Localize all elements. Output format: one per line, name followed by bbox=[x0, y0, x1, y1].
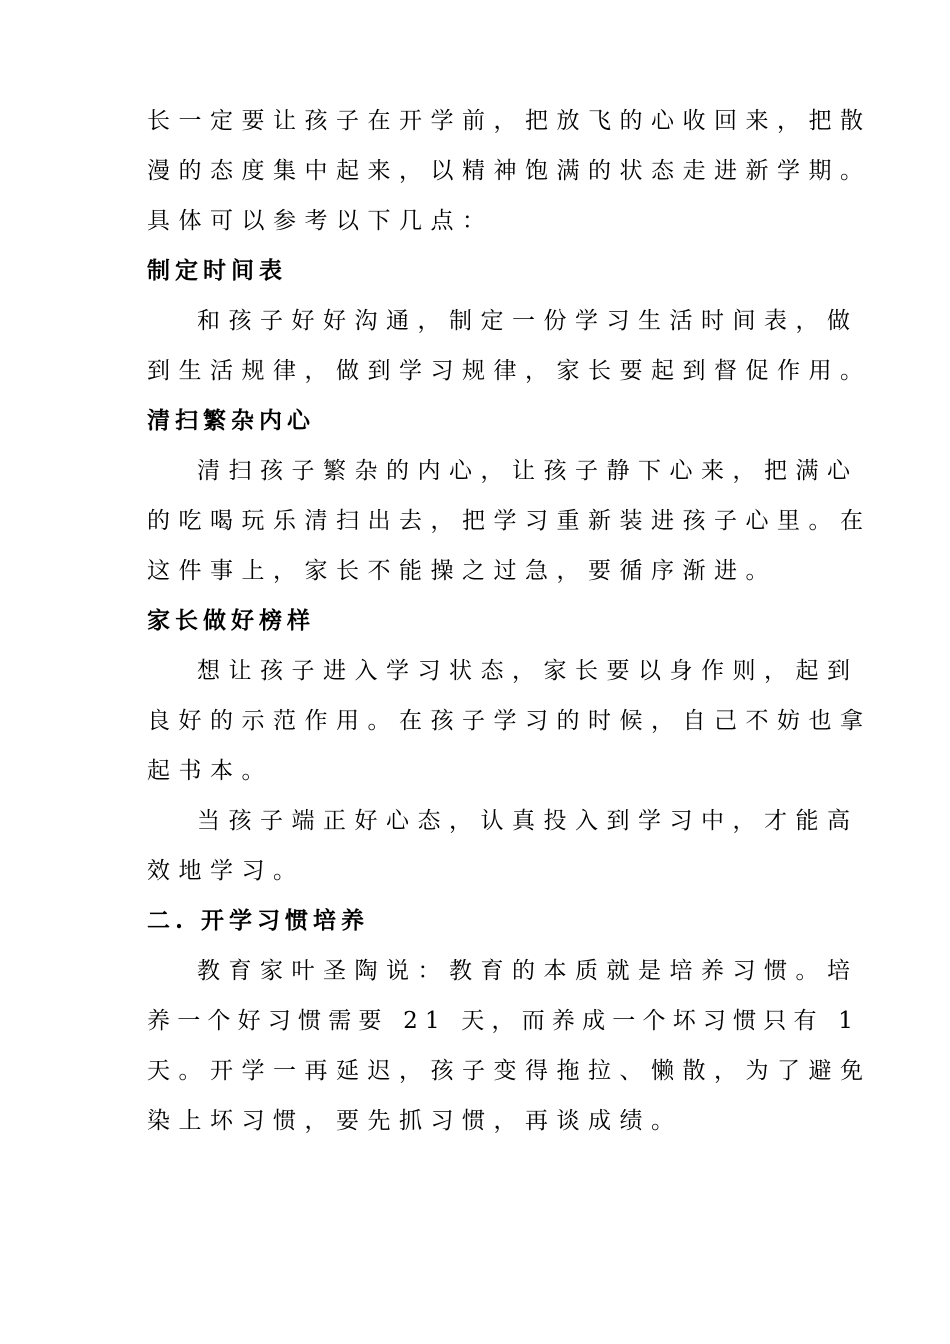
paragraph-line: 效地学习。 bbox=[147, 858, 305, 884]
paragraph-line: 染上坏习惯，要先抓习惯，再谈成绩。 bbox=[147, 1108, 683, 1134]
paragraph-line: 到生活规律，做到学习规律，家长要起到督促作用。 bbox=[147, 358, 872, 384]
section-heading: 制定时间表 bbox=[147, 257, 287, 284]
section-heading: 二. 开学习惯培养 bbox=[147, 907, 370, 934]
section-heading: 清扫繁杂内心 bbox=[147, 407, 315, 434]
paragraph-line: 这件事上，家长不能操之过急，要循序渐进。 bbox=[147, 558, 777, 584]
section-heading: 家长做好榜样 bbox=[147, 607, 315, 634]
paragraph-line: 长一定要让孩子在开学前，把放飞的心收回来，把散 bbox=[147, 108, 872, 134]
paragraph-line: 天。开学一再延迟，孩子变得拖拉、懒散，为了避免 bbox=[147, 1058, 872, 1084]
paragraph-line: 养一个好习惯需要 21 天，而养成一个坏习惯只有 1 bbox=[147, 1008, 861, 1034]
paragraph-line: 当孩子端正好心态，认真投入到学习中，才能高 bbox=[197, 808, 859, 834]
document-body bbox=[147, 96, 872, 1146]
paragraph-line: 和孩子好好沟通，制定一份学习生活时间表，做 bbox=[197, 308, 859, 334]
paragraph-line: 起书本。 bbox=[147, 758, 273, 784]
paragraph-line: 清扫孩子繁杂的内心，让孩子静下心来，把满心 bbox=[197, 458, 859, 484]
paragraph-line: 的吃喝玩乐清扫出去，把学习重新装进孩子心里。在 bbox=[147, 508, 872, 534]
paragraph-line: 良好的示范作用。在孩子学习的时候，自己不妨也拿 bbox=[147, 708, 872, 734]
paragraph-line: 想让孩子进入学习状态，家长要以身作则，起到 bbox=[197, 658, 859, 684]
paragraph-line: 教育家叶圣陶说：教育的本质就是培养习惯。培 bbox=[197, 958, 859, 984]
paragraph-line: 具体可以参考以下几点： bbox=[147, 208, 494, 234]
paragraph-line: 漫的态度集中起来，以精神饱满的状态走进新学期。 bbox=[147, 158, 872, 184]
